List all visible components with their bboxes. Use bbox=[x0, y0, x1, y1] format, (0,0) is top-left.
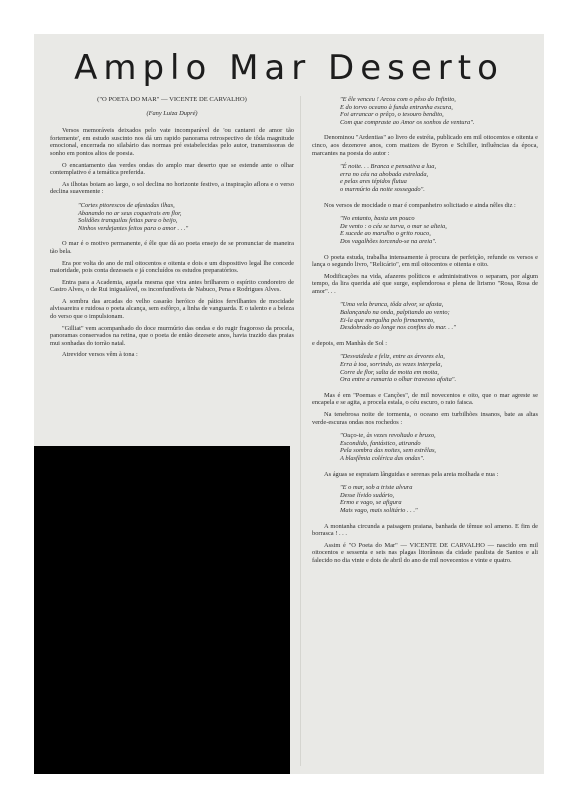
redaction-block bbox=[34, 446, 290, 774]
verse-line: "No entanto, basta um pouco bbox=[340, 215, 415, 223]
verse-line: Desse lívido sudário, bbox=[340, 491, 395, 499]
paragraph: e depois, em Manhãs de Sol : bbox=[312, 339, 388, 347]
column-divider bbox=[300, 96, 301, 766]
article-title: Amplo Mar Deserto bbox=[74, 48, 504, 88]
verse-line: "E o mar, sob a triste alvura bbox=[340, 484, 413, 492]
verse-line: Escondido, fantástico, atirando bbox=[340, 439, 421, 447]
verse-line: "Desvaideda e feliz, entre as árvores ela, bbox=[340, 353, 445, 361]
verse-block bbox=[78, 202, 294, 232]
verse-line: "Ouço-te, às vezes revoltado e bruxo, bbox=[340, 432, 436, 440]
verse-line: A blasfêmia colérica das ondas". bbox=[340, 454, 425, 462]
paragraph: Na tenebrosa noite de tormenta, o oceano em turbilhões insanos, bate as altas verde-escuras ondas nos rochedos : bbox=[312, 411, 538, 426]
magazine-page bbox=[34, 34, 544, 774]
paragraph: Modificações na vida, afazeres políticos e administrativos o separam, por algum tempo, da lira querida até que surge, esplendorosa e plena de lirismo "Rosa, Rosa de amor". . . bbox=[312, 272, 538, 295]
author-byline: (Fany Luiza Dupré) bbox=[146, 109, 198, 117]
article-subheading: ("O POETA DO MAR" — VICENTE DE CARVALHO) bbox=[97, 96, 247, 103]
verse-block bbox=[340, 353, 538, 383]
verse-line: erra no céu na abobada estrelada, bbox=[340, 170, 429, 178]
verse-line: "Uma vela branca, tôda alvor, se afasta, bbox=[340, 301, 444, 309]
verse-line: Abanando no ar seus coqueirais em flor, bbox=[78, 209, 182, 217]
paragraph: O mar é o motivo permanente, é êle que dá ao poeta ensejo de se pronunciar de maneira tão bela. bbox=[50, 240, 294, 255]
left-column bbox=[50, 96, 294, 363]
verse-line: Ei-la que mergulha pelo firmamento, bbox=[340, 316, 435, 324]
paragraph: As águas se espraiam lânguidas e serenas pela areia molhada e nua : bbox=[324, 470, 499, 478]
right-column bbox=[312, 96, 538, 569]
paragraph: O encantamento das verdes ondas do amplo mar deserto que se estende ante o olhar contemplativo é a temática preferida. bbox=[50, 161, 294, 177]
verse-block bbox=[340, 432, 538, 462]
verse-line: Dos vagalhões torcendo-se na areia". bbox=[340, 237, 437, 245]
verse-line: "E êle venceu ! Arcou com o pêso do Infinito, bbox=[340, 96, 456, 103]
verse-block bbox=[340, 301, 538, 331]
verse-line: Solidões tranquilas feitas para o beijo, bbox=[78, 217, 178, 225]
verse-line: o murmúrio da noite sossegado". bbox=[340, 185, 425, 193]
verse-line: Corre de flor, salta de moita em moita, bbox=[340, 368, 439, 376]
verse-line: Ermo e vago, se afigura bbox=[340, 499, 402, 507]
verse-block bbox=[340, 96, 538, 126]
paragraph: Nos versos de mocidade o mar é companheiro solicitado e ainda nêles diz : bbox=[324, 201, 516, 209]
paragraph: Era por volta do ano de mil oitocentos e oitenta e dois e um dispositivo legal lhe concede maioridade, pois conta dezesseis e já concluídos os estudos preparatórios. bbox=[50, 259, 294, 275]
verse-block bbox=[340, 215, 538, 245]
paragraph: A sombra das arcadas do velho casarão heróico de pátios fervilhantes de mocidade alvissareira e ruidosa o poeta alcança, sem esfôrço, a linha de vanguarda. E o talento e a beleza do verso que o impulsionam. bbox=[50, 297, 294, 321]
verse-line: "É noite. . . Branca e pensativa a lua, bbox=[340, 163, 437, 171]
paragraph: A montanha circunda a paisagem praiana, banhada de têmue sol ameno. E fim de borrasca ! . . . bbox=[312, 522, 538, 538]
verse-line: E do torvo oceano à funda entranha escura, bbox=[340, 103, 453, 111]
paragraph: Atrevidor versos vêm à tona : bbox=[62, 351, 138, 359]
paragraph: Mas é em "Poemas e Canções", de mil novecentos e oito, que o mar agreste se encapela e se agita, a procela estala, o céu escuro, o raio faisca. bbox=[312, 391, 538, 407]
verse-line: "Cortes pitorescos de afastadas ilhas, bbox=[78, 201, 175, 209]
verse-line: Foi arrancar o prêço, o tesouro bendito, bbox=[340, 111, 444, 119]
verse-line: Desdobrado ao longe nos confins do mar. . ." bbox=[340, 324, 456, 332]
paragraph: Entra para a Academia, aquela mesma que vira antes brilharem o espírito condoreiro de Castro Alves, o de Rui inigualável, os inconfundíveis de Nabuco, Pena e Rodrigues Alves. bbox=[50, 278, 294, 294]
verse-line: e pelas ares tépidos flutua bbox=[340, 178, 407, 186]
verse-line: Balançando na onda, palpitando ao vento; bbox=[340, 309, 450, 317]
verse-line: Erra à toa, sorrindo, as vezes interpela, bbox=[340, 361, 443, 369]
verse-line: De vento : o céu se turva, o mar se alteia, bbox=[340, 222, 447, 230]
verse-block bbox=[340, 484, 538, 514]
verse-line: Ninhos verdejantes feitos para o amor . . ." bbox=[78, 224, 189, 232]
verse-block bbox=[340, 163, 538, 193]
verse-line: E sucede ao marulho o grito rouco, bbox=[340, 230, 431, 238]
verse-line: Pela sombra das noites, sem estrêlas, bbox=[340, 447, 437, 455]
paragraph: Versos memoráveis deixados pelo vate incomparável de 'ou cantarei de amor tão fortemente', em estudo suscinto nos dá um rapido panorama retrospectivo de tôda magnitude emocional, encerrada no silabário das normas pré estabelecidas pelo autor, transmissoras de sonho em pontos altos de poesia. bbox=[50, 127, 294, 157]
verse-line: Com que compraste ao Amor os sonhos de ventura". bbox=[340, 118, 475, 126]
paragraph: O poeta estuda, trabalha intensamente à procura de perfeição, refunde os versos e lança o segundo livro, "Relicário", em mil oitocentos e oitenta e oito. bbox=[312, 253, 538, 269]
paragraph: Assim é "O Poeta do Mar" — VICENTE DE CARVALHO — nascido em mil oitocentos e sessenta e seis nas plagas litorâneas da cidade paulista de Santos e ali falecido no dia vinte e dois de abril do ano de mil novecentos e vinte e quatro. bbox=[312, 541, 538, 564]
verse-line: Mais vago, mais solitário . . ." bbox=[340, 506, 418, 514]
verse-line: Ora entre a ramaria o olhar travesso afoita". bbox=[340, 376, 457, 384]
paragraph: Denominou "Ardentias" ao livro de estréia, publicado em mil oitocentos e oitenta e cinco, aos dezenove anos, com matizes de Byron e Schiller, influências da época, marcantes na poesia do autor : bbox=[312, 134, 538, 157]
paragraph: "Gilliat" vem acompanhado do doce murmúrio das ondas e do rugir fragoroso da procela, panoramas conservados na retina, que o poeta de então dezesete anos, havia trazido das praias mui sonhadas do torrão natal. bbox=[50, 324, 294, 347]
paragraph: As ilhotas boiam ao largo, o sol declina no horizonte festivo, a inspiração aflora e o verso declina suavemente : bbox=[50, 180, 294, 196]
